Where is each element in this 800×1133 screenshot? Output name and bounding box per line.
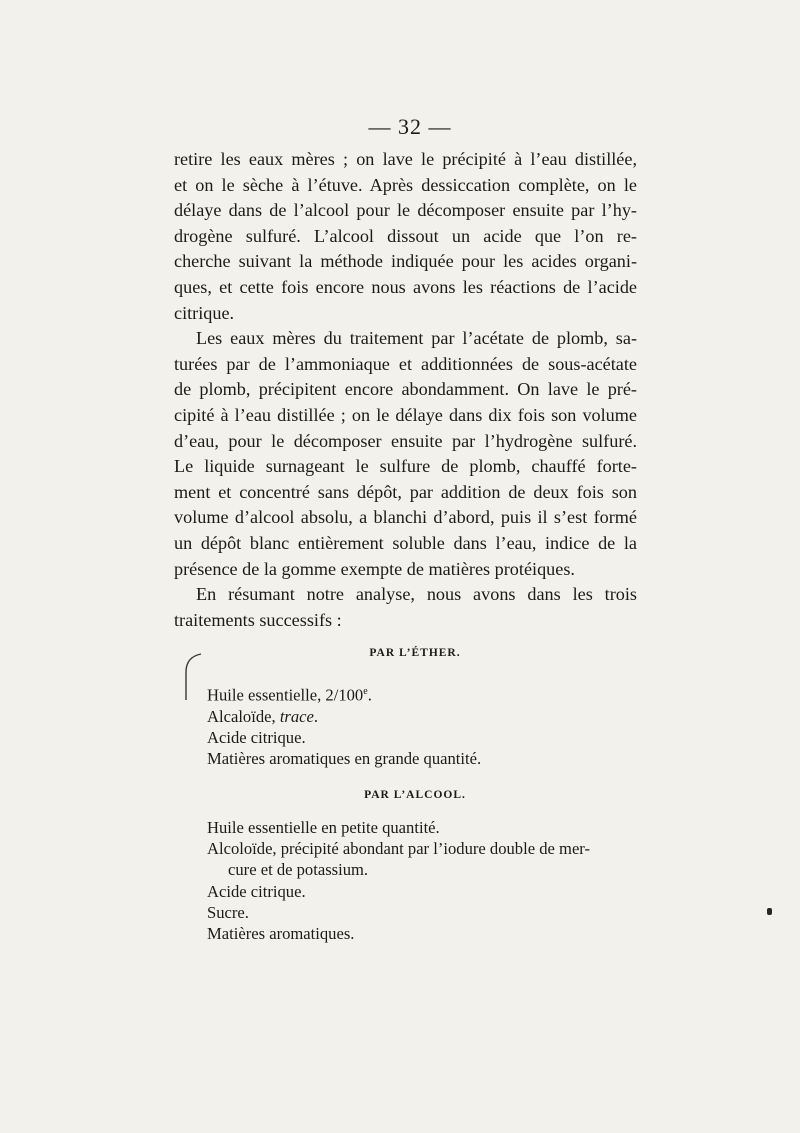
text-line: drogène sulfuré. L’alcool dissout un acide que l’on re-	[174, 225, 637, 246]
bracket-mark	[183, 650, 203, 706]
section-heading-ether: PAR L’ÉTHER.	[369, 647, 461, 659]
paragraph-1	[174, 147, 637, 326]
list-item: Alcaloïde, trace.	[207, 706, 319, 726]
ether-results-list	[207, 681, 481, 769]
list-item: Huile essentielle, 2/100e.	[207, 685, 372, 705]
text-line: ques, et cette fois encore nous avons les réactions de l’acide	[174, 276, 637, 297]
text-line: de plomb, précipitent encore abondamment. On lave le pré-	[174, 379, 637, 400]
paragraph-2	[174, 326, 637, 582]
text-line: Le liquide surnageant le sulfure de plomb, chauffé forte-	[174, 456, 637, 477]
list-item: Huile essentielle en petite quantité.	[207, 818, 440, 837]
paper-speck	[767, 908, 772, 915]
text-line: un dépôt blanc entièrement soluble dans l’eau, indice de la	[174, 532, 637, 553]
text-line: turées par de l’ammoniaque et additionnées de sous-acétate	[174, 353, 637, 374]
text-line: citrique.	[174, 302, 235, 323]
text-line: traitements successifs :	[174, 609, 342, 630]
list-item: Matières aromatiques en grande quantité.	[207, 749, 482, 769]
body-text	[174, 147, 637, 633]
text-line: et on le sèche à l’étuve. Après dessiccation complète, on le	[174, 174, 637, 195]
list-item: Acide citrique.	[207, 727, 306, 747]
alcool-results-list	[207, 817, 590, 944]
text-line: ment et concentré sans dépôt, par addition de deux fois son	[174, 481, 637, 502]
text-line: présence de la gomme exempte de matières protéiques.	[174, 558, 575, 579]
section-heading-alcool: PAR L’ALCOOL.	[364, 789, 466, 801]
text-line: cipité à l’eau distillée ; on le délaye dans dix fois son volume	[174, 404, 637, 425]
paragraph-3	[174, 582, 637, 633]
text-line: d’eau, pour le décomposer ensuite par l’hydrogène sulfuré.	[174, 430, 637, 451]
text-line: délaye dans de l’alcool pour le décomposer ensuite par l’hy-	[174, 200, 637, 221]
text-line: cherche suivant la méthode indiquée pour les acides organi-	[174, 251, 637, 272]
page-number: — 32 —	[368, 114, 452, 139]
text-line: volume d’alcool absolu, a blanchi d’abord, puis il s’est formé	[174, 507, 637, 528]
list-item: Sucre.	[207, 902, 249, 922]
text-line: retire les eaux mères ; on lave le précipité à l’eau distillée,	[174, 149, 637, 169]
text-line: Les eaux mères du traitement par l’acétate de plomb, sa-	[196, 328, 637, 349]
list-item: Acide citrique.	[207, 881, 306, 901]
text-line: En résumant notre analyse, nous avons dans les trois	[196, 584, 637, 605]
list-item: Matières aromatiques.	[207, 924, 355, 944]
list-item: Alcoloïde, précipité abondant par l’iodure double de mer- cure et de potassium.	[207, 839, 591, 880]
